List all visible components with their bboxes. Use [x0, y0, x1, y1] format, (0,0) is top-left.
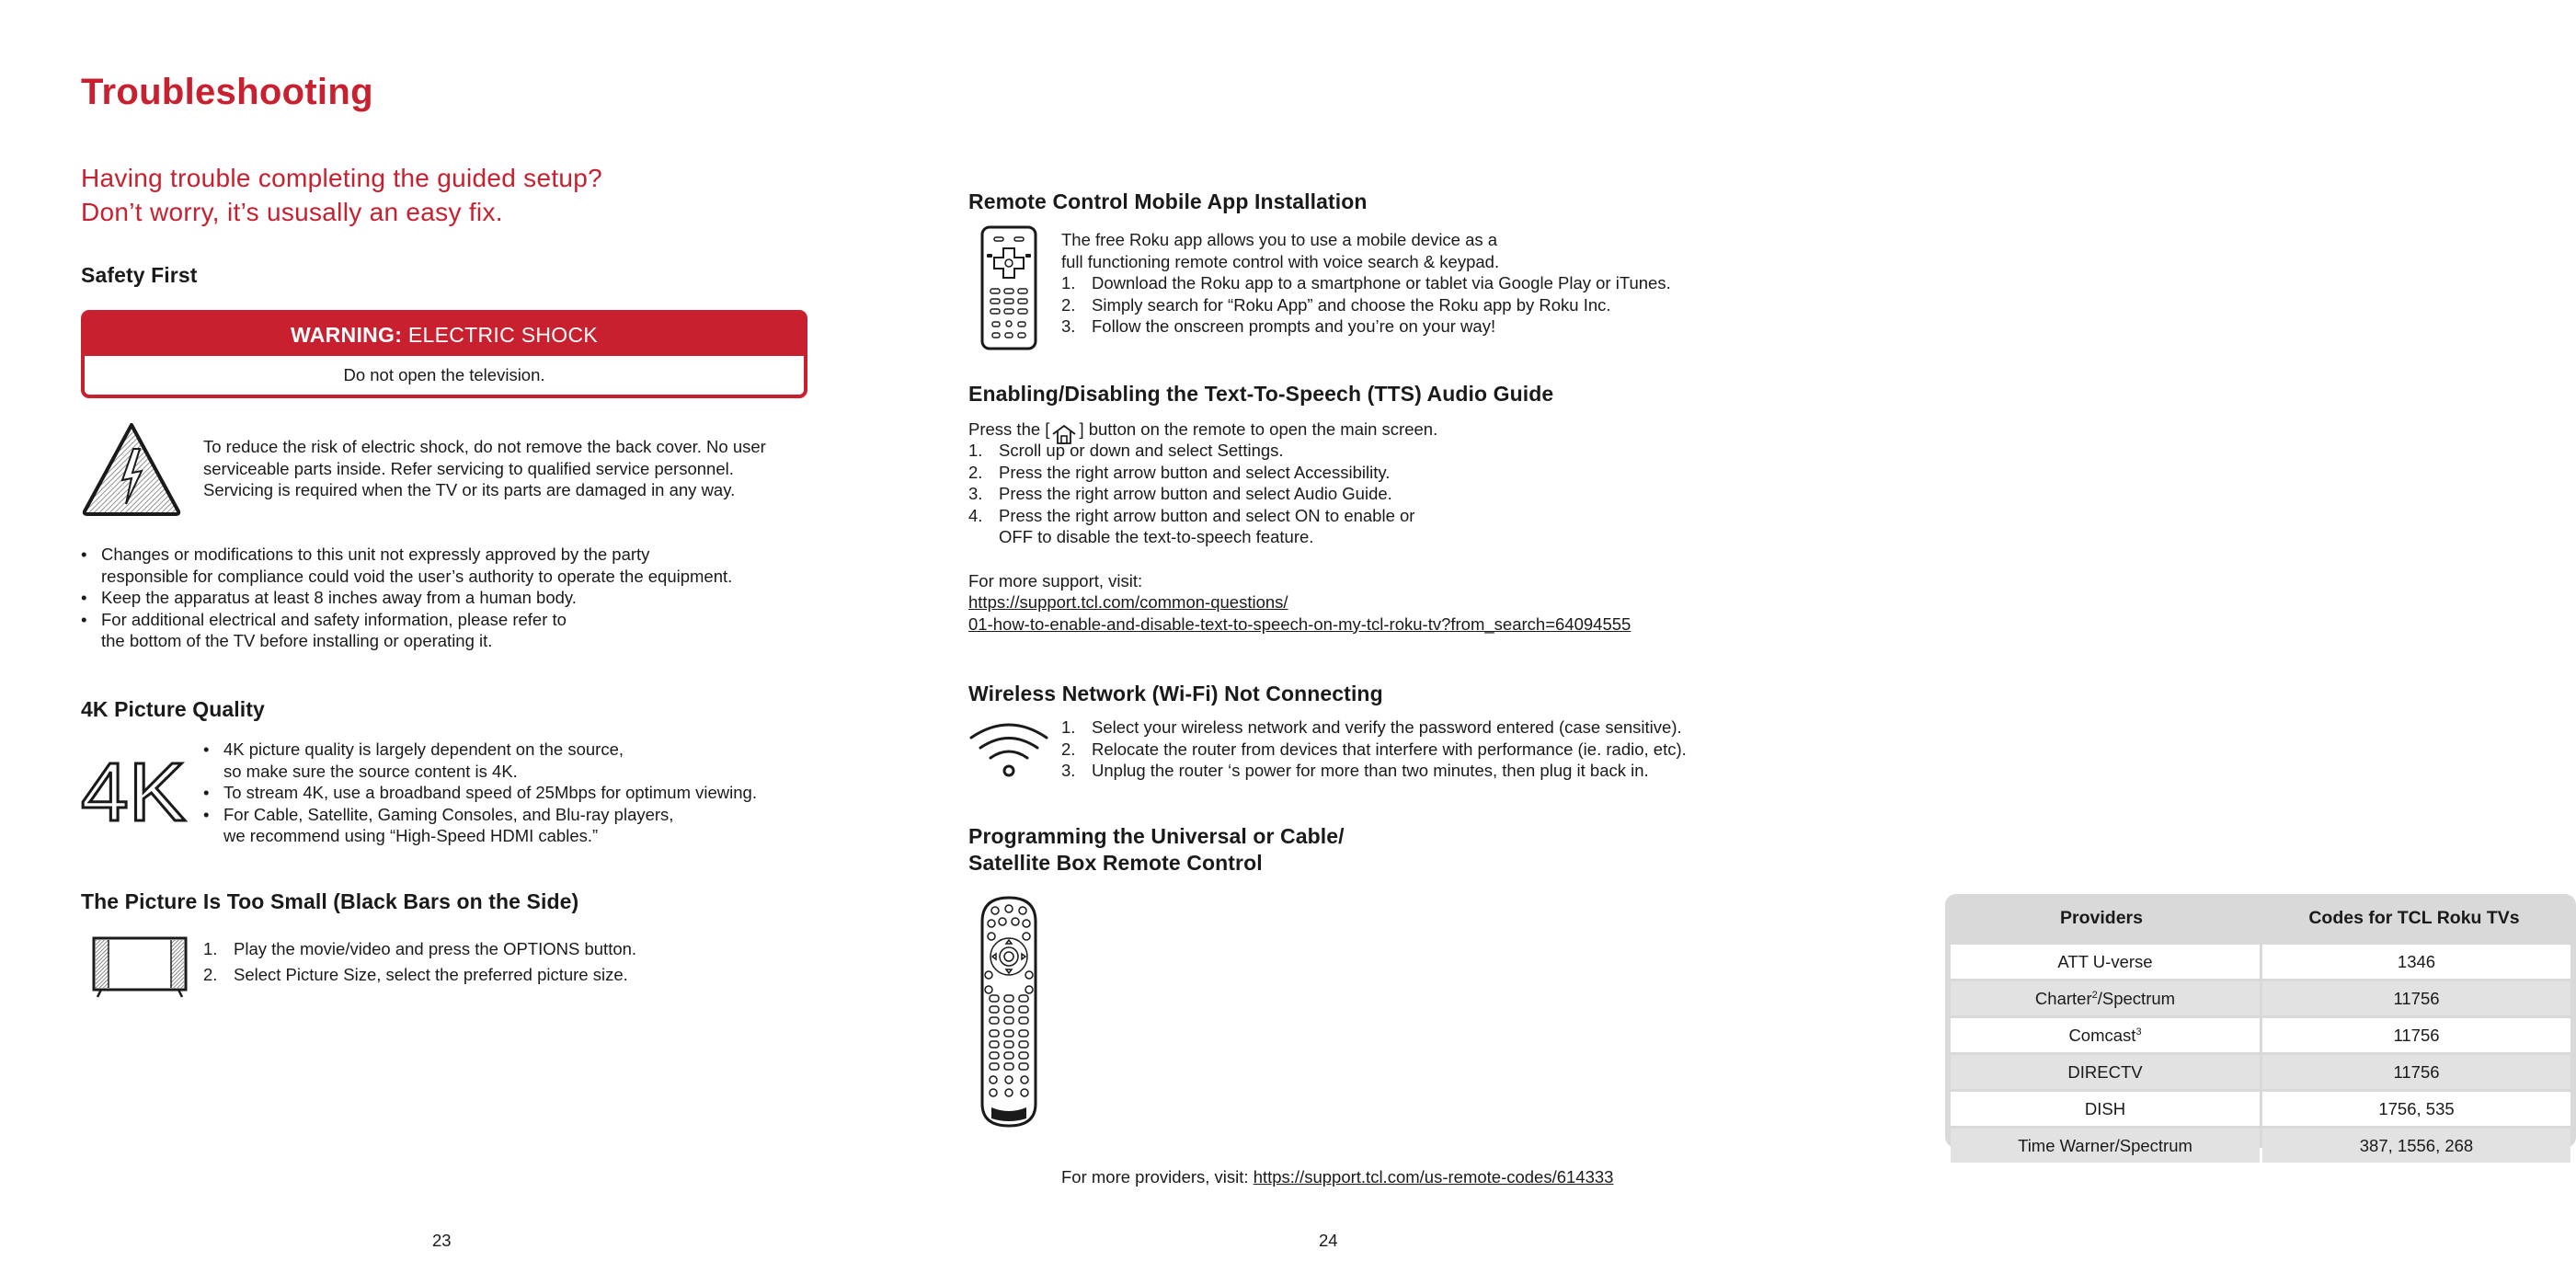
step-text: Press the right arrow button and select Accessibility.	[999, 462, 1391, 482]
tv-icon	[92, 936, 188, 999]
bullet-text: Keep the apparatus at least 8 inches away from a human body.	[101, 588, 577, 607]
table-row	[1951, 1018, 2570, 1052]
page-title: Troubleshooting	[81, 72, 373, 112]
bullet-text: Changes or modifications to this unit not expressly approved by the party	[101, 545, 650, 564]
tts-heading: Enabling/Disabling the Text-To-Speech (TTS) Audio Guide	[968, 382, 1554, 406]
step-number: 1.	[1061, 273, 1076, 292]
provider-name: Charter	[2034, 988, 2092, 1008]
paragraph-line: To reduce the risk of electric shock, do not remove the back cover. No user	[203, 437, 766, 456]
heading-line: Programming the Universal or Cable/	[968, 824, 1345, 848]
warning-body: Do not open the television.	[343, 365, 545, 384]
subtitle	[81, 161, 602, 229]
table-row	[1951, 945, 2570, 979]
table-row	[1951, 1092, 2570, 1126]
app-heading: Remote Control Mobile App Installation	[968, 189, 1368, 213]
step-text: Play the movie/video and press the OPTIONS button.	[234, 939, 637, 958]
page-number: 23	[432, 1231, 452, 1250]
paragraph-line: serviceable parts inside. Refer servicing to qualified service personnel.	[203, 458, 734, 478]
bullet-marker: •	[81, 609, 87, 629]
small-picture-heading: The Picture Is Too Small (Black Bars on the Side)	[81, 889, 579, 913]
safety-bullets	[81, 544, 732, 652]
provider-cell: DIRECTV	[1951, 1055, 2260, 1089]
subtitle-line: Having trouble completing the guided setup?	[81, 164, 603, 192]
support-link[interactable]: https://support.tcl.com/common-questions/	[968, 592, 1288, 612]
step-number: 3.	[968, 484, 983, 503]
step-number: 3.	[1061, 316, 1076, 336]
bullet-text: For Cable, Satellite, Gaming Consoles, and Blu-ray players,	[223, 804, 674, 824]
table-row	[1951, 1055, 2570, 1089]
bullet-marker: •	[203, 804, 210, 824]
app-intro-line: full functioning remote control with voice search & keypad.	[1061, 251, 1500, 271]
warning-label: WARNING:	[290, 323, 403, 347]
step-item	[1061, 315, 1671, 338]
support-label: For more support, visit:	[968, 570, 1143, 590]
bullet-item	[203, 804, 757, 847]
step-number: 2.	[1061, 294, 1076, 315]
step-number: 3.	[1061, 761, 1076, 780]
phone-remote-icon	[979, 224, 1038, 351]
quality-heading: 4K Picture Quality	[81, 697, 265, 721]
quality-bullets	[203, 739, 757, 847]
warning-box	[81, 310, 807, 398]
step-text: Relocate the router from devices that interfere with performance (ie. radio, etc).	[1092, 739, 1687, 759]
programming-heading	[968, 823, 1345, 877]
provider-footnote: 2	[2091, 989, 2098, 1001]
step-number: 1.	[203, 939, 218, 958]
step-item	[968, 505, 1631, 548]
warning-header	[85, 314, 804, 356]
table-header-providers: Providers	[2060, 908, 2143, 928]
code-cell: 11756	[2262, 981, 2570, 1015]
support-link[interactable]: 01-how-to-enable-and-disable-text-to-speech-on-my-tcl-roku-tv?from_search=64094555	[968, 613, 1631, 634]
paragraph-line: Servicing is required when the TV or its parts are damaged in any way.	[203, 480, 736, 499]
wifi-heading: Wireless Network (Wi-Fi) Not Connecting	[968, 682, 1383, 705]
press-text-before: Press the [	[968, 418, 1050, 439]
step-number: 1.	[968, 441, 983, 460]
more-providers-label: For more providers, visit:	[1061, 1167, 1254, 1187]
step-text: Follow the onscreen prompts and you’re on your way!	[1092, 316, 1496, 336]
more-providers-link[interactable]: https://support.tcl.com/us-remote-codes/614333	[1253, 1167, 1614, 1187]
safety-paragraph	[203, 436, 766, 501]
provider-cell	[1951, 1018, 2260, 1052]
step-item	[1061, 717, 1687, 739]
wifi-icon	[967, 719, 1050, 778]
step-number: 1.	[1061, 717, 1076, 737]
bullet-text: responsible for compliance could void the user’s authority to operate the equipment.	[101, 566, 733, 586]
home-icon	[1050, 423, 1078, 445]
provider-cell: ATT U-verse	[1951, 945, 2260, 979]
provider-cell	[1951, 981, 2260, 1015]
heading-line: Satellite Box Remote Control	[968, 851, 1263, 875]
code-cell: 11756	[2262, 1055, 2570, 1089]
press-text-after: ] button on the remote to open the main screen.	[1079, 418, 1438, 439]
step-text: Simply search for “Roku App” and choose the Roku app by Roku Inc.	[1092, 294, 1611, 315]
safety-heading: Safety First	[81, 263, 198, 287]
bullet-marker: •	[203, 783, 210, 802]
bullet-text: To stream 4K, use a broadband speed of 25Mbps for optimum viewing.	[223, 783, 757, 802]
step-number: 2.	[1061, 739, 1076, 759]
page-number: 24	[1319, 1231, 1338, 1250]
warning-triangle-icon	[81, 421, 182, 517]
step-item	[968, 483, 1631, 505]
provider-name: Comcast	[2068, 1025, 2136, 1045]
4k-icon	[79, 747, 188, 839]
step-item	[203, 964, 636, 986]
code-cell: 1346	[2262, 945, 2570, 979]
step-text: Select Picture Size, select the preferred picture size.	[234, 964, 628, 984]
app-intro-line: The free Roku app allows you to use a mobile device as a	[1061, 230, 1498, 249]
provider-cell: DISH	[1951, 1092, 2260, 1126]
bullet-marker: •	[203, 739, 210, 759]
step-item	[1061, 294, 1671, 316]
provider-footnote: 3	[2135, 1026, 2142, 1038]
bullet-item	[203, 739, 757, 782]
step-number: 4.	[968, 505, 983, 525]
bullet-marker: •	[81, 588, 87, 607]
tts-press-line	[968, 418, 1631, 440]
step-text: Unplug the router ‘s power for more than two minutes, then plug it back in.	[1092, 761, 1649, 780]
code-cell: 11756	[2262, 1018, 2570, 1052]
step-number: 2.	[203, 964, 218, 984]
table-header-codes: Codes for TCL Roku TVs	[2308, 908, 2520, 928]
step-item	[1061, 739, 1687, 761]
table-row	[1951, 1129, 2570, 1163]
more-providers	[1061, 1166, 1613, 1188]
tts-body	[968, 418, 1631, 635]
step-item	[203, 938, 636, 960]
table-row	[1951, 981, 2570, 1015]
bullet-item	[203, 782, 757, 804]
provider-cell: Time Warner/Spectrum	[1951, 1129, 2260, 1163]
step-text: Scroll up or down and select Settings.	[999, 441, 1284, 460]
small-picture-steps	[203, 938, 636, 985]
subtitle-line: Don’t worry, it’s ususally an easy fix.	[81, 198, 503, 226]
step-item	[968, 462, 1631, 484]
bullet-item	[81, 609, 732, 652]
step-number: 2.	[968, 462, 983, 482]
table-body	[1948, 942, 2573, 1165]
step-item	[1061, 760, 1687, 782]
step-text: Press the right arrow button and select Audio Guide.	[999, 484, 1392, 503]
bullet-text: so make sure the source content is 4K.	[223, 761, 518, 781]
code-cell: 387, 1556, 268	[2262, 1129, 2570, 1163]
app-body	[1061, 229, 1671, 338]
step-text: Press the right arrow button and select ON to enable or	[999, 505, 1415, 525]
step-text: Download the Roku app to a smartphone or tablet via Google Play or iTunes.	[1092, 273, 1671, 292]
bullet-item	[81, 587, 732, 609]
universal-remote-icon	[975, 894, 1043, 1129]
bullet-text: the bottom of the TV before installing or operating it.	[101, 631, 493, 650]
4k-icon-text: 4K	[81, 747, 186, 839]
wifi-steps	[1061, 717, 1687, 782]
code-cell: 1756, 535	[2262, 1092, 2570, 1126]
step-item	[1061, 272, 1671, 294]
bullet-item	[81, 544, 732, 587]
provider-codes-table	[1945, 894, 2576, 1155]
bullet-text: 4K picture quality is largely dependent on the source,	[223, 739, 624, 759]
warning-text: ELECTRIC SHOCK	[407, 323, 599, 347]
bullet-text: For additional electrical and safety information, please refer to	[101, 609, 567, 629]
page-24	[883, 0, 2520, 1284]
provider-suffix: /Spectrum	[2097, 988, 2176, 1008]
bullet-marker: •	[81, 545, 87, 564]
step-text: OFF to disable the text-to-speech feature.	[999, 527, 1314, 546]
bullet-text: we recommend using “High-Speed HDMI cables.”	[223, 826, 599, 845]
page-23	[0, 0, 883, 1284]
step-text: Select your wireless network and verify the password entered (case sensitive).	[1092, 717, 1682, 737]
